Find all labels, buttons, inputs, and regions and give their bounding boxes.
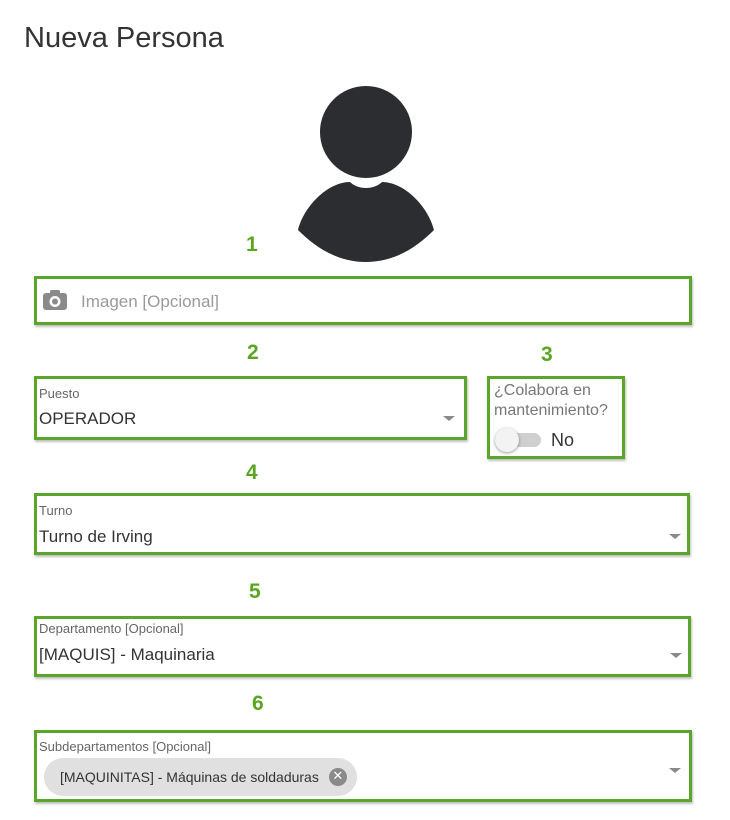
departamento-label: Departamento [Opcional]: [39, 621, 184, 636]
annotation-2: 2: [247, 341, 259, 364]
chip-label: [MAQUINITAS] - Máquinas de soldaduras: [60, 769, 319, 785]
image-upload-field[interactable]: [34, 276, 692, 325]
annotation-3: 3: [541, 343, 553, 366]
annotation-5: 5: [249, 580, 261, 603]
puesto-value: OPERADOR: [39, 409, 137, 428]
toggle-knob[interactable]: [495, 428, 519, 452]
chevron-down-icon[interactable]: [670, 653, 682, 658]
puesto-label: Puesto: [39, 386, 80, 401]
annotation-1: 1: [246, 233, 258, 256]
colabora-label: ¿Colabora en mantenimiento?: [494, 382, 608, 419]
camera-icon[interactable]: [43, 290, 67, 310]
departamento-value: [MAQUIS] - Maquinaria: [39, 645, 215, 664]
turno-label: Turno: [39, 503, 73, 518]
puesto-select[interactable]: [34, 376, 467, 440]
toggle-state-label: No: [551, 430, 575, 450]
subdepartamentos-select[interactable]: [34, 730, 692, 802]
avatar-placeholder-icon: [298, 86, 434, 262]
annotation-6: 6: [252, 692, 264, 715]
subdepartamento-chip[interactable]: [44, 758, 357, 796]
turno-select[interactable]: [34, 493, 690, 555]
chevron-down-icon[interactable]: [669, 534, 681, 539]
chevron-down-icon[interactable]: [669, 768, 681, 773]
colabora-mantenimiento-group: [487, 376, 625, 459]
turno-value: Turno de Irving: [39, 527, 153, 546]
page-title: Nueva Persona: [24, 22, 224, 54]
departamento-select[interactable]: [34, 616, 691, 677]
remove-chip-icon[interactable]: ✕: [329, 768, 347, 786]
chevron-down-icon[interactable]: [443, 416, 455, 421]
image-placeholder: Imagen [Opcional]: [81, 292, 219, 311]
annotation-4: 4: [246, 461, 258, 484]
subdepartamentos-label: Subdepartamentos [Opcional]: [39, 739, 211, 754]
